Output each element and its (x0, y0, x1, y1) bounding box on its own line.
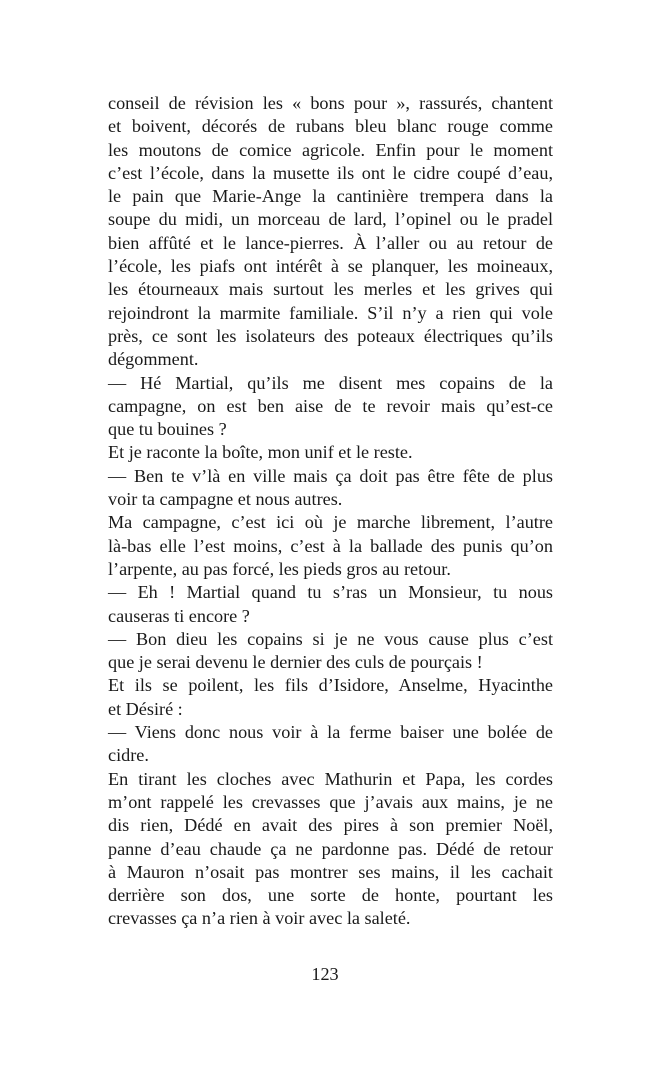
text-line: crevasses ça n’a rien à voir avec la saleté. (108, 908, 411, 929)
text-line: cidre. (108, 745, 149, 766)
text-line: causeras ti encore ? (108, 605, 250, 626)
text-line: rejoindront la marmite familiale. S’il n’y a rien qui vole (108, 302, 553, 323)
text-line: dis rien, Dédé en avait des pires à son premier Noël, (108, 815, 553, 836)
text-line: que je serai devenu le dernier des culs de pourçais ! (108, 652, 483, 673)
text-line: que tu bouines ? (108, 419, 227, 440)
text-line: — Bon dieu les copains si je ne vous cause plus c’est (108, 628, 553, 649)
text-line: le pain que Marie-Ange la cantinière trempera dans la (108, 186, 553, 207)
text-line: — Eh ! Martial quand tu s’ras un Monsieur, tu nous (108, 582, 553, 603)
text-line: et boivent, décorés de rubans bleu blanc rouge comme (108, 116, 553, 137)
text-line: là-bas elle l’est moins, c’est à la ballade des punis qu’on (108, 535, 553, 556)
page-number: 123 (311, 964, 339, 984)
text-line: Et ils se poilent, les fils d’Isidore, Anselme, Hyacinthe (108, 675, 553, 696)
text-line: — Ben te v’là en ville mais ça doit pas être fête de plus (108, 465, 553, 486)
text-line: et Désiré : (108, 698, 183, 719)
text-line: campagne, on est ben aise de te revoir mais qu’est-ce (108, 395, 553, 416)
text-line: conseil de révision les « bons pour », rassurés, chantent (108, 93, 553, 113)
text-line: c’est l’école, dans la musette ils ont le cidre coupé d’eau, (108, 162, 553, 183)
text-line: les étourneaux mais surtout les merles et les grives qui (108, 279, 553, 300)
text-line: derrière son dos, une sorte de honte, pourtant les (108, 885, 553, 906)
text-line: l’arpente, au pas forcé, les pieds gros au retour. (108, 558, 451, 579)
text-line: En tirant les cloches avec Mathurin et Papa, les cordes (108, 768, 553, 789)
text-line: voir ta campagne et nous autres. (108, 489, 343, 510)
text-line: les moutons de comice agricole. Enfin pour le moment (108, 139, 553, 160)
text-line: soupe du midi, un morceau de lard, l’opinel ou le pradel (108, 209, 553, 230)
page-body-text (108, 92, 553, 931)
text-line: près, ce sont les isolateurs des poteaux électriques qu’ils (108, 325, 553, 346)
text-line: bien affûté et le lance-pierres. À l’aller ou au retour de (108, 232, 553, 253)
text-line: Et je raconte la boîte, mon unif et le reste. (108, 442, 413, 463)
text-line: l’école, les piafs ont intérêt à se planquer, les moineaux, (108, 256, 553, 277)
text-line: Ma campagne, c’est ici où je marche librement, l’autre (108, 512, 553, 533)
text-line: m’ont rappelé les crevasses que j’avais aux mains, je ne (108, 791, 553, 812)
text-line: — Hé Martial, qu’ils me disent mes copains de la (108, 372, 553, 393)
text-line: à Mauron n’osait pas montrer ses mains, il les cachait (108, 861, 553, 882)
text-line: panne d’eau chaude ça ne pardonne pas. Dédé de retour (108, 838, 553, 859)
text-line: — Viens donc nous voir à la ferme baiser une bolée de (108, 722, 553, 743)
text-line: dégomment. (108, 349, 199, 370)
